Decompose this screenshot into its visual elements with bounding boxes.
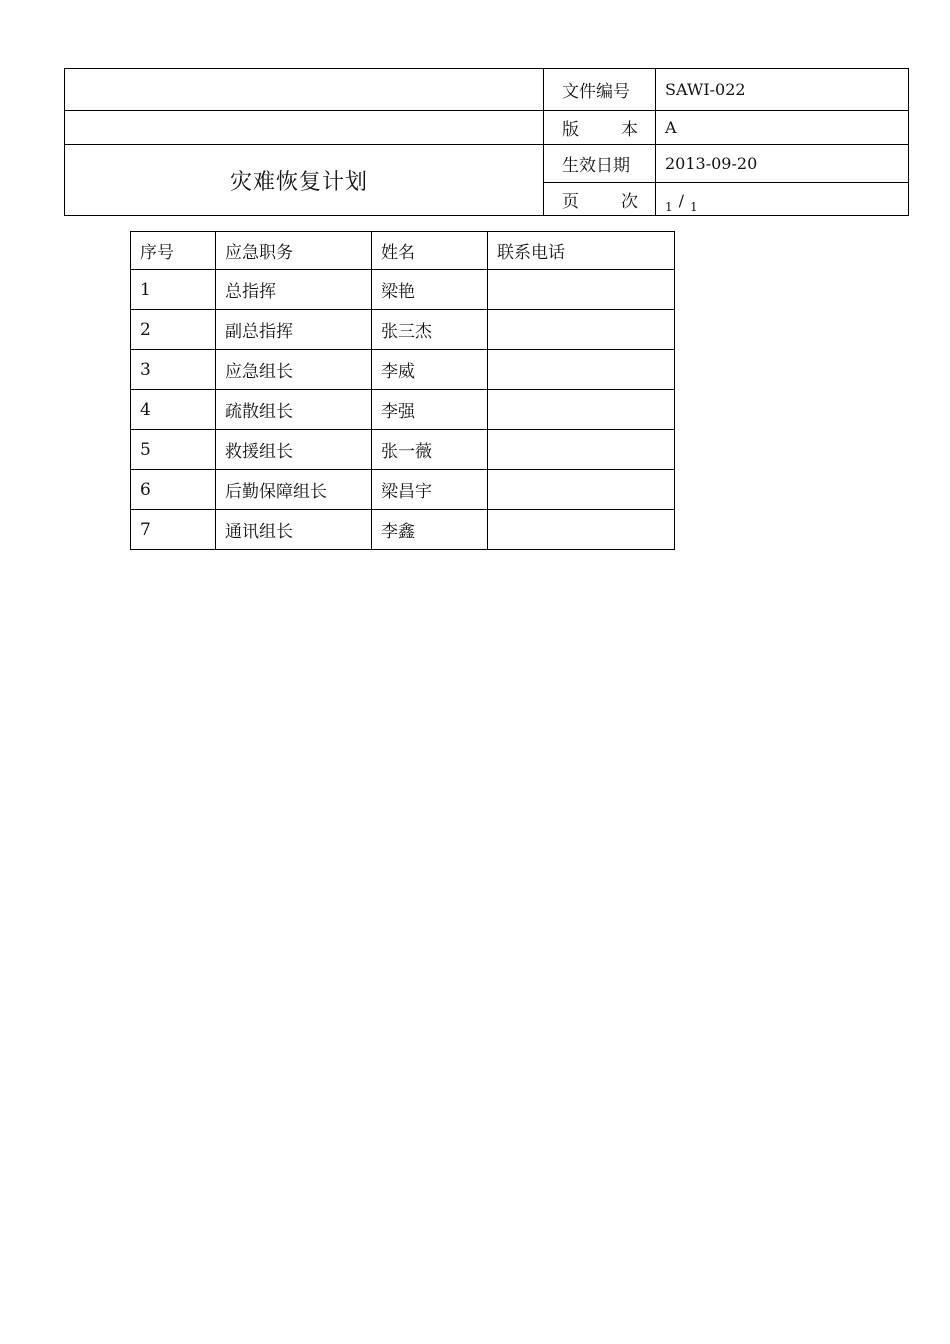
version-label [544, 111, 656, 145]
row-name: 张三杰 [372, 310, 488, 350]
row-phone [488, 310, 675, 350]
page-value [656, 183, 909, 216]
doc-number-label: 文件编号 [544, 69, 656, 111]
row-phone [488, 470, 675, 510]
emergency-contact-table [130, 231, 675, 550]
row-no: 4 [131, 390, 216, 430]
table-row [131, 270, 675, 310]
row-phone [488, 430, 675, 470]
page-label-char-2: 次 [621, 191, 638, 212]
doc-number-value: SAWI-022 [656, 69, 909, 111]
page-label [544, 183, 656, 216]
column-header-name: 姓名 [372, 232, 488, 270]
version-label-char-2: 本 [621, 120, 638, 140]
row-role: 副总指挥 [216, 310, 372, 350]
row-name: 李威 [372, 350, 488, 390]
table-row [131, 390, 675, 430]
effective-date-value: 2013-09-20 [656, 145, 909, 183]
row-name: 梁昌宇 [372, 470, 488, 510]
document-title: 灾难恢复计划 [230, 169, 369, 195]
row-no: 5 [131, 430, 216, 470]
row-role: 通讯组长 [216, 510, 372, 550]
header-blank-cell-lower [65, 111, 544, 145]
page-total: 1 [690, 199, 698, 214]
table-row [131, 350, 675, 390]
version-label-char-1: 版 [562, 120, 579, 140]
row-no: 6 [131, 470, 216, 510]
row-phone [488, 270, 675, 310]
row-role: 疏散组长 [216, 390, 372, 430]
column-header-no: 序号 [131, 232, 216, 270]
row-no: 3 [131, 350, 216, 390]
row-role: 总指挥 [216, 270, 372, 310]
row-name: 李强 [372, 390, 488, 430]
table-row [131, 510, 675, 550]
row-no: 7 [131, 510, 216, 550]
row-name: 张一薇 [372, 430, 488, 470]
column-header-phone: 联系电话 [488, 232, 675, 270]
table-row [131, 310, 675, 350]
row-no: 2 [131, 310, 216, 350]
document-header [64, 68, 909, 216]
table-row [131, 470, 675, 510]
row-role: 后勤保障组长 [216, 470, 372, 510]
row-phone [488, 390, 675, 430]
row-phone [488, 510, 675, 550]
page-separator: / [678, 190, 685, 210]
header-blank-cell [65, 69, 544, 111]
table-header-row [131, 232, 675, 270]
document-title-cell [65, 145, 544, 216]
effective-date-label: 生效日期 [544, 145, 656, 183]
row-name: 梁艳 [372, 270, 488, 310]
column-header-role: 应急职务 [216, 232, 372, 270]
row-role: 应急组长 [216, 350, 372, 390]
page-current: 1 [665, 199, 673, 214]
table-row [131, 430, 675, 470]
row-phone [488, 350, 675, 390]
version-value: A [656, 111, 909, 145]
row-no: 1 [131, 270, 216, 310]
row-role: 救援组长 [216, 430, 372, 470]
page-label-char-1: 页 [562, 191, 579, 212]
row-name: 李鑫 [372, 510, 488, 550]
